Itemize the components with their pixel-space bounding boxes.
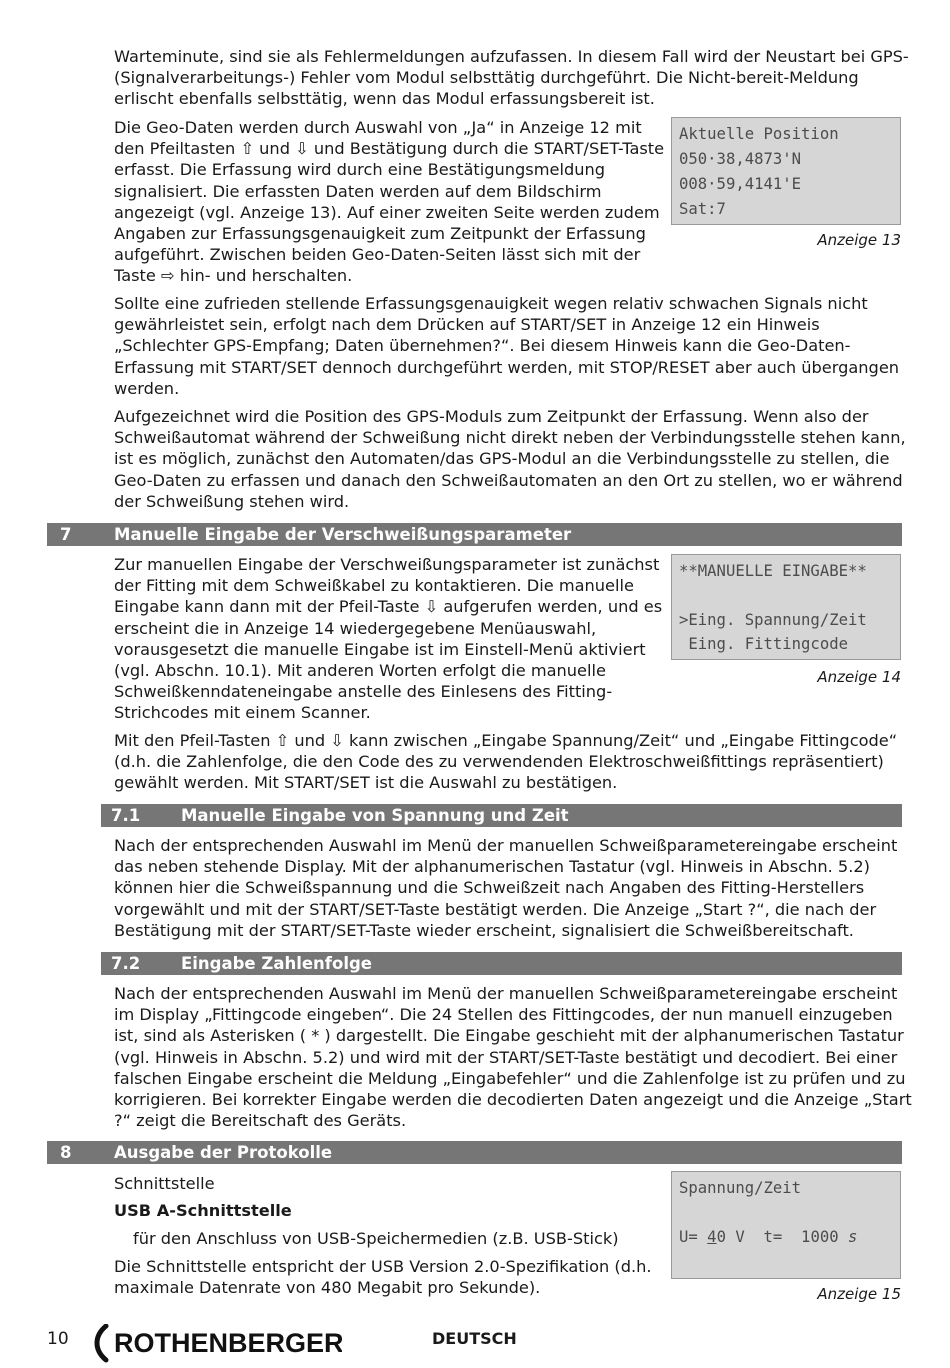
display-caption: Anzeige 14 — [817, 668, 901, 686]
paragraph-number-sequence: Nach der entsprechenden Auswahl im Menü der manuellen Schweißparametereingabe erscheint im Display „Fittingcode eingeben“. Die 24 Stellen des Fittingcodes, der nun manuell einzugeben ist, sind als Asterisken ( * ) dargestellt. Die Eingabe geschieht mit der alphanumerischen Tastatur (vgl. Hinweis in Abschn. 5.2) und wird mit der START/SET-Taste bestätigt und decodiert. Bei einer falschen Eingabe erscheint die Meldung „Eingabefehler“ und die Zahlenfolge ist zu prüfen und zu korrigieren. Bei korrekter Eingabe werden die decodierten Daten angezeigt und die Anzeige „Start ?“ zeigt die Bereitschaft des Geräts. — [114, 984, 912, 1131]
display-line: 050·38,4873'N — [679, 150, 802, 168]
rothenberger-logo — [92, 1324, 342, 1368]
display-caption: Anzeige 13 — [817, 231, 901, 249]
section-number: 7 — [60, 525, 72, 544]
paragraph-manual-input: Zur manuellen Eingabe der Verschweißungsparameter ist zunächst der Fitting mit dem Schweißkabel zu kontaktieren. Die manuelle Eingabe kann dann mit der Pfeil-Taste ⇩ aufgerufen werden, und es erscheint die in Anzeige 14 wiedergegebene Menüauswahl, vorausgesetzt die manuelle Eingabe ist im Einstell-Menü aktiviert (vgl. Abschn. 10.1). Mit anderen Worten erfolgt die manuelle Schweißkenndateneingabe anstelle des Einlesens des Fitting-Strichcodes mit einem Scanner. — [114, 555, 663, 723]
section-heading-8 — [47, 1141, 902, 1164]
language-label: DEUTSCH — [432, 1329, 517, 1348]
input-cursor: 4 — [707, 1228, 717, 1246]
time-unit: s — [848, 1228, 858, 1246]
section-number: 8 — [60, 1143, 72, 1162]
section-title: Eingabe Zahlenfolge — [181, 954, 372, 973]
lcd-display-15 — [671, 1171, 901, 1279]
display-line: >Eing. Spannung/Zeit — [679, 611, 867, 629]
paragraph-voltage-time: Nach der entsprechenden Auswahl im Menü der manuellen Schweißparametereingabe erscheint das neben stehende Display. Mit der alphanumerischen Tastatur (vgl. Hinweis in Abschn. 5.2) können hier die Schweißspannung und die Schweißzeit nach Angaben des Fitting-Herstellers vorgewählt und mit der START/SET-Taste bestätigt werden. Die Anzeige „Start ?“, die nach der Bestätigung mit der START/SET-Taste wieder erscheint, signalisiert die Schweißbereitschaft. — [114, 836, 898, 940]
paragraph-arrow-keys: Mit den Pfeil-Tasten ⇧ und ⇩ kann zwischen „Eingabe Spannung/Zeit“ und „Eingabe Fittingcode“ (d.h. die Zahlenfolge, die den Code des zu verwendenden Elektroschweißfittings repräsentiert) gewählt werden. Mit START/SET ist die Auswahl zu bestätigen. — [114, 731, 898, 793]
display-line: Sat:7 — [679, 200, 726, 218]
section-number: 7.2 — [111, 954, 141, 973]
display-line: **MANUELLE EINGABE** — [679, 562, 867, 580]
lcd-display-13 — [671, 117, 901, 225]
page-number: 10 — [47, 1329, 69, 1349]
display-line: Aktuelle Position — [679, 125, 839, 143]
section-heading-7 — [47, 523, 902, 546]
display-caption: Anzeige 15 — [817, 1285, 901, 1303]
interface-label: Schnittstelle — [114, 1174, 215, 1193]
display-line — [679, 1228, 857, 1246]
paragraph-geo-data: Die Geo-Daten werden durch Auswahl von „Ja“ in Anzeige 12 mit den Pfeiltasten ⇧ und ⇩ und Bestätigung durch die START/SET-Taste erfasst. Die Erfassung wird durch eine Bestätigungsmeldung signalisiert. Die erfassten Daten werden auf dem Bildschirm angezeigt (vgl. Anzeige 13). Auf einer zweiten Seite werden zudem Angaben zur Erfassungsgenauigkeit zum Zeitpunkt der Erfassung aufgeführt. Zwischen beiden Geo-Daten-Seiten lässt sich mit der Taste ⇨ hin- und herschalten. — [114, 118, 665, 286]
display-line: 008·59,4141'E — [679, 175, 802, 193]
usb-description: für den Anschluss von USB-Speichermedien (z.B. USB-Stick) — [133, 1229, 619, 1248]
lcd-display-14 — [671, 554, 901, 660]
usb-heading: USB A-Schnittstelle — [114, 1201, 292, 1220]
section-title: Manuelle Eingabe von Spannung und Zeit — [181, 806, 569, 825]
section-number: 7.1 — [111, 806, 141, 825]
section-title: Manuelle Eingabe der Verschweißungsparameter — [114, 525, 572, 544]
paragraph-position: Aufgezeichnet wird die Position des GPS-Moduls zum Zeitpunkt der Erfassung. Wenn also der Schweißautomat während der Schweißung nicht direkt neben der Verbindungsstelle stehen kann, ist es möglich, zunächst den Automaten/das GPS-Modul an die Verbindungsstelle zu stellen, die Geo-Daten zu erfassen und danach den Schweißautomaten an den Ort zu stellen, wo er während der Schweißung stehen wird. — [114, 407, 906, 511]
paragraph-usb-spec: Die Schnittstelle entspricht der USB Version 2.0-Spezifikation (d.h. maximale Datenrate von 480 Megabit pro Sekunde). — [114, 1257, 652, 1298]
logo-text: ROTHENBERGER — [114, 1328, 342, 1358]
display-line: Eing. Fittingcode — [679, 635, 848, 653]
voltage-time-value: 0 V t= 1000 — [716, 1228, 848, 1246]
section-title: Ausgabe der Protokolle — [114, 1143, 333, 1162]
paragraph-weak-signal: Sollte eine zufrieden stellende Erfassungsgenauigkeit wegen relativ schwachen Signals nicht gewährleistet sein, erfolgt nach dem Drücken auf START/SET in Anzeige 12 ein Hinweis „Schlechter GPS-Empfang; Daten übernehmen?“. Bei diesem Hinweis kann die Geo-Daten-Erfassung mit START/SET dennoch durchgeführt werden, mit STOP/RESET aber auch übergangen werden. — [114, 294, 900, 398]
paragraph-intro: Warteminute, sind sie als Fehlermeldungen aufzufassen. In diesem Fall wird der Neustart bei GPS- (Signalverarbeitungs-) Fehler vom Modul selbsttätig durchgeführt. Die Nicht-bereit-Meldung erlischt ebenfalls selbsttätig, wenn das Modul erfassungsbereit ist. — [114, 47, 909, 109]
section-heading-7-1 — [101, 804, 902, 827]
voltage-label: U= — [679, 1228, 708, 1246]
display-line: Spannung/Zeit — [679, 1179, 802, 1197]
section-heading-7-2 — [101, 952, 902, 975]
